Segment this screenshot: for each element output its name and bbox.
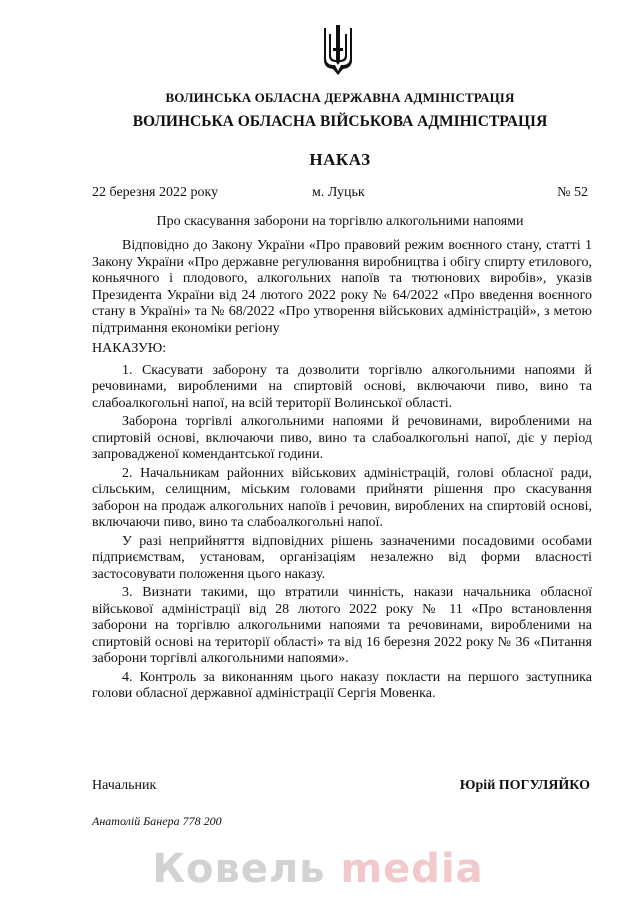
order-item-1-continuation: Заборона торгівлі алкогольними напоями й речовинами, виробленими на спиртовій основі, включаючи пиво, вино та слабоалкогольні напої, діє у період запровадженої комендантської години.	[92, 414, 592, 462]
document-body	[92, 238, 592, 703]
watermark-part-1: Ковель	[152, 846, 326, 892]
watermark	[0, 846, 636, 892]
document-city: м. Луцьк	[312, 185, 365, 200]
signatory-name: Юрій ПОГУЛЯЙКО	[459, 778, 590, 793]
order-item-1: 1. Скасувати заборону та дозволити торгівлю алкогольними напоями й речовинами, виробленими на спиртовій основі, включаючи пиво, вино та слабоалкогольні напої, на всій території Волинської області.	[92, 362, 592, 411]
order-item-2-continuation: У разі неприйняття відповідних рішень зазначеними посадовими особами підприємствам, установам, організаціям незалежно від форми власності застосовувати положення цього наказу.	[92, 533, 592, 582]
org-name-state-administration: ВОЛИНСЬКА ОБЛАСНА ДЕРЖАВНА АДМІНІСТРАЦІЯ	[165, 90, 515, 105]
signatory-position: Начальник	[92, 778, 157, 793]
document-subject: Про скасування заборони на торгівлю алкогольними напоями	[156, 214, 524, 229]
executor-contact: Анатолій Банера 778 200	[92, 814, 222, 828]
preamble-paragraph: Відповідно до Закону України «Про правовий режим воєнного стану, статті 1 Закону України «Про державне регулювання виробництва і обігу спирту етилового, коньячного і плодового, алкогольних напоїв та тютюнових виробів», указів Президента України від 24 лютого 2022 року № 64/2022 «Про введення воєнного стану в Україні» та № 68/2022 «Про утворення військових адміністрацій», з метою підтримання економіки регіону	[92, 238, 592, 336]
document-date: 22 березня 2022 року	[92, 185, 219, 200]
order-item-4: 4. Контроль за виконанням цього наказу покласти на першого заступника голови обласної державної адміністрації Сергія Мовенка.	[92, 669, 592, 701]
order-item-2: 2. Начальникам районних військових адміністрацій, голові обласної ради, сільським, селищним, міським головами прийняти рішення про скасування заборон на продаж алкогольних напоїв і речовин, вироблених на спиртовій основі, включаючи пиво, вино та слабоалкогольні напої.	[92, 465, 592, 530]
document-type-title: НАКАЗ	[309, 150, 371, 169]
tryzub-icon	[321, 24, 355, 76]
order-item-3: 3. Визнати такими, що втратили чинність, накази начальника обласної військової адміністрації від 28 лютого 2022 року № 11 «Про встановлення заборони на торгівлю алкогольними напоями та речовинами, виробленими на спиртовій основі на території області» та від 16 березня 2022 року № 36 «Питання заборони торгівлі алкогольними напоями».	[92, 585, 592, 666]
org-name-military-administration: ВОЛИНСЬКА ОБЛАСНА ВІЙСЬКОВА АДМІНІСТРАЦІЯ	[132, 113, 548, 130]
order-word: НАКАЗУЮ:	[92, 341, 167, 356]
watermark-part-2: media	[340, 846, 484, 892]
document-number: № 52	[557, 185, 588, 200]
